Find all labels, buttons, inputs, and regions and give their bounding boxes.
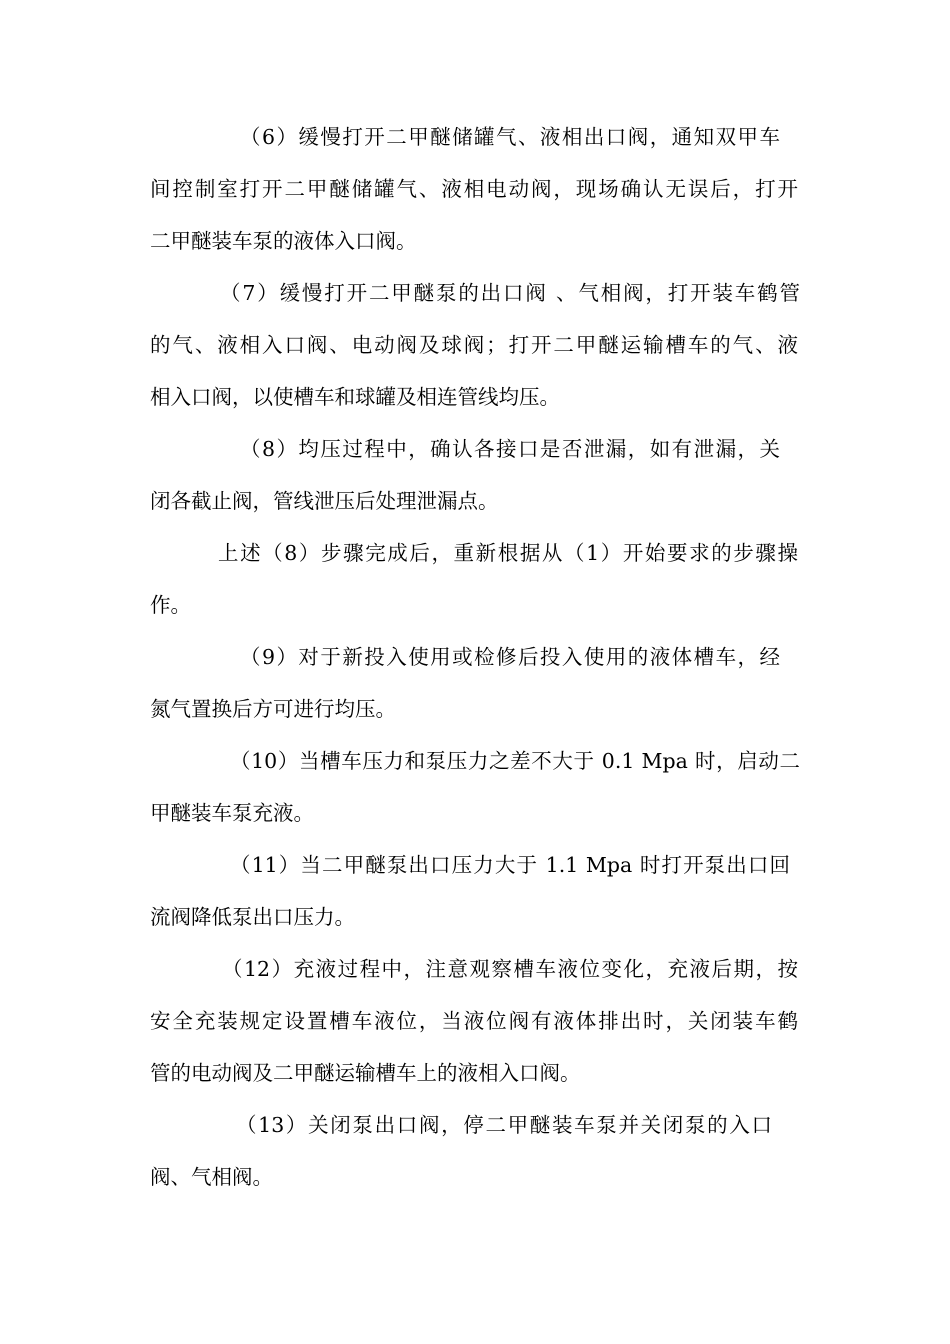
text-line: （9）对于新投入使用或检修后投入使用的液体槽车，经 (240, 645, 780, 669)
text-line: 相入口阀，以使槽车和球罐及相连管线均压。 (150, 385, 560, 409)
text-line: 二甲醚装车泵的液体入口阀。 (150, 229, 417, 253)
text-line: 作。 (150, 593, 191, 617)
text-line: （8）均压过程中，确认各接口是否泄漏，如有泄漏，关 (240, 437, 780, 461)
text-line: 安全充装规定设置槽车液位，当液位阀有液体排出时，关闭装车鹤 (150, 1009, 798, 1033)
text-line: 管的电动阀及二甲醚运输槽车上的液相入口阀。 (150, 1061, 581, 1085)
text-line: （12）充液过程中，注意观察槽车液位变化，充液后期，按 (222, 957, 798, 981)
text-line: （7）缓慢打开二甲醚泵的出口阀 、气相阀，打开装车鹤管 (220, 281, 800, 305)
text-line: （10）当槽车压力和泵压力之差不大于 0.1 Mpa 时，启动二 (230, 749, 800, 773)
text-line: 流阀降低泵出口压力。 (150, 905, 355, 929)
text-line: （13）关闭泵出口阀，停二甲醚装车泵并关闭泵的入口 (236, 1113, 772, 1137)
text-line: 甲醚装车泵充液。 (150, 801, 314, 825)
text-line: 闭各截止阀，管线泄压后处理泄漏点。 (150, 489, 499, 513)
text-line: 上述（8）步骤完成后，重新根据从（1）开始要求的步骤操 (218, 541, 798, 565)
text-line: 的气、液相入口阀、电动阀及球阀；打开二甲醚运输槽车的气、液 (150, 333, 798, 357)
text-line: （6）缓慢打开二甲醚储罐气、液相出口阀，通知双甲车 (240, 125, 780, 149)
text-line: （11）当二甲醚泵出口压力大于 1.1 Mpa 时打开泵出口回 (230, 853, 790, 877)
text-line: 阀、气相阀。 (150, 1165, 273, 1189)
text-line: 氮气置换后方可进行均压。 (150, 697, 396, 721)
text-line: 间控制室打开二甲醚储罐气、液相电动阀，现场确认无误后，打开 (150, 177, 798, 201)
